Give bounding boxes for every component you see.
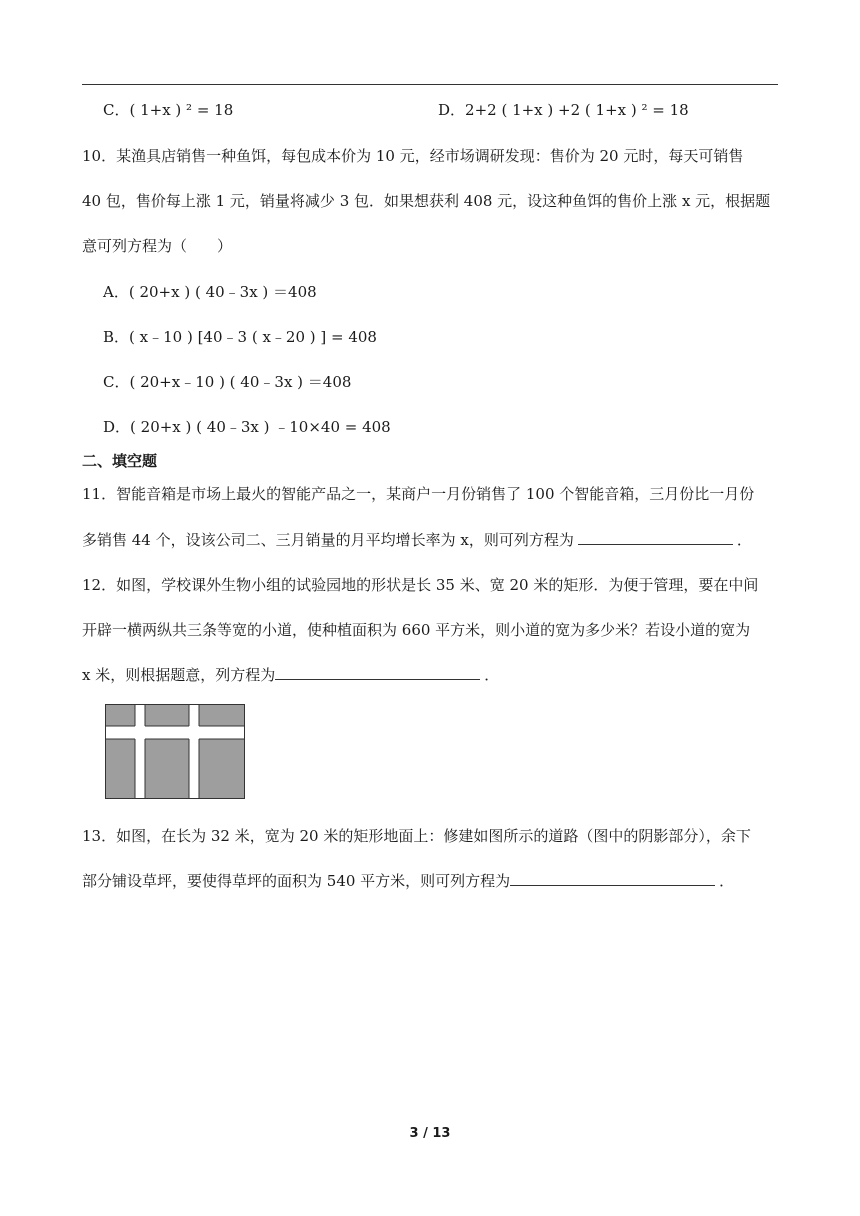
page-number: 3 / 13 [409,1126,451,1141]
vertical-path-left [135,705,145,798]
q10-option-d: D．( 20+x ) ( 40﹣3x ) ﹣10×40 = 408 [103,418,391,436]
vertical-path-right [189,705,199,798]
q11-end: ． [736,531,752,549]
garden-plot [106,705,245,799]
prev-option-c [103,100,233,120]
q10-line1: 10．某渔具店销售一种鱼饵，每包成本价为 10 元，经市场调研发现：售价为 20 元时，每天可销售 [82,147,744,165]
q11-line2 [82,530,752,550]
horizontal-path [106,726,244,739]
header-rule [82,84,778,85]
q12-answer-blank[interactable] [275,665,480,680]
q12-line1: 12．如图，学校课外生物小组的试验园地的形状是长 35 米、宽 20 米的矩形．为便于管理，要在中间 [82,576,759,594]
q12-line2: 开辟一横两纵共三条等宽的小道，使种植面积为 660 平方米，则小道的宽为多少米？若设小道的宽为 [82,621,751,639]
section-heading: 二、填空题 [82,452,158,470]
q10-option-a: A．( 20+x ) ( 40﹣3x ) ＝408 [103,283,317,301]
q10-option-b: B．( x﹣10 ) [40﹣3 ( x﹣20 ) ] = 408 [103,328,377,346]
q11-answer-blank[interactable] [578,530,733,545]
prev-option-d [438,100,689,120]
q13-answer-blank[interactable] [510,871,715,886]
q12-line3 [82,665,499,685]
garden-path-figure [105,704,247,800]
q13-end: ． [719,872,735,890]
q13-line2 [82,871,734,891]
q13-line1: 13．如图，在长为 32 米，宽为 20 米的矩形地面上：修建如图所示的道路（图中的阴影部分），余下 [82,827,751,845]
prev-option-d-text: D．2+2 ( 1+x ) +2 ( 1+x ) ² = 18 [438,101,689,119]
q11-line1: 11．智能音箱是市场上最火的智能产品之一，某商户一月份销售了 100 个智能音箱，三月份比一月份 [82,485,755,503]
q10-option-c: C．( 20+x﹣10 ) ( 40﹣3x ) ＝408 [103,373,352,391]
q10-line2: 40 包，售价每上涨 1 元，销量将减少 3 包．如果想获利 408 元，设这种鱼饵的售价上涨 x 元，根据题 [82,192,771,210]
q13-line2-text: 部分铺设草坪，要使得草坪的面积为 540 平方米，则可列方程为 [82,872,511,890]
prev-option-c-text: C．( 1+x ) ² = 18 [103,101,234,119]
q12-end: ． [484,666,500,684]
q11-line2-text: 多销售 44 个，设该公司二、三月销量的月平均增长率为 x，则可列方程为 [82,531,574,549]
q10-line3: 意可列方程为（ ） [82,237,233,255]
q12-line3-text: x 米，则根据题意，列方程为 [82,666,276,684]
